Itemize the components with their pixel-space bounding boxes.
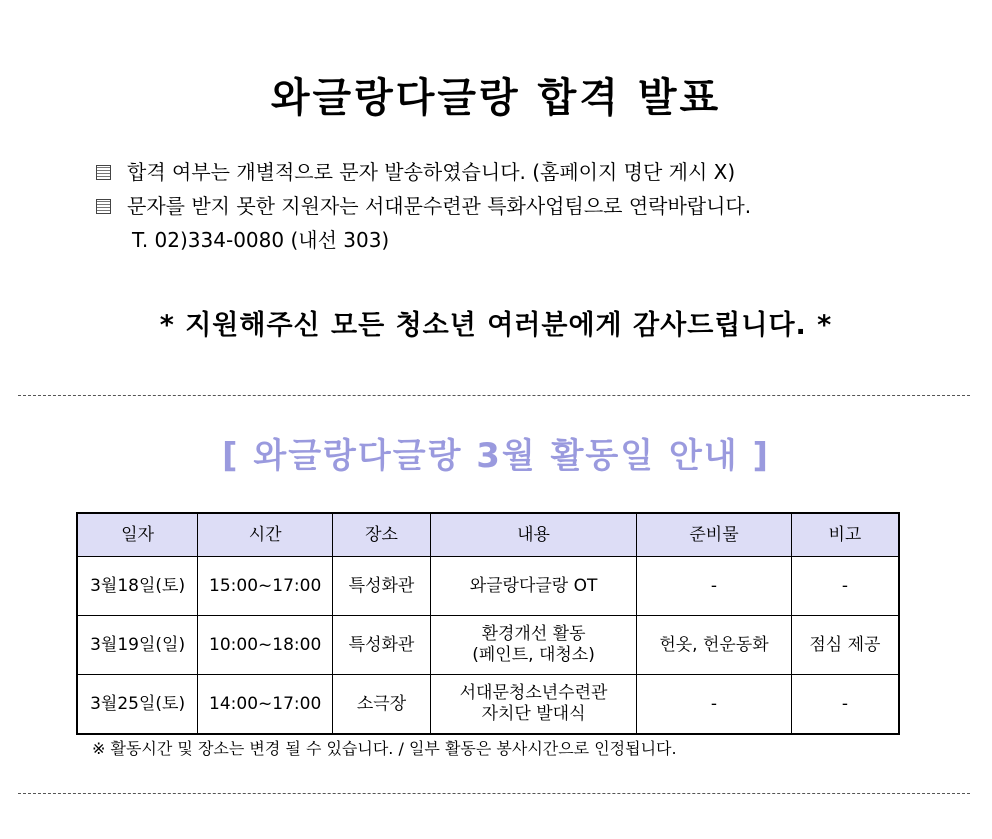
cell-items: - <box>637 675 792 735</box>
table-row <box>77 616 899 675</box>
page-title: 와글랑다글랑 합격 발표 <box>270 75 722 121</box>
footnote: ※ 활동시간 및 장소는 변경 될 수 있습니다. / 일부 활동은 봉사시간으로 인정됩니다. <box>92 739 677 758</box>
cell-place: 특성화관 <box>333 616 431 675</box>
table-header-row <box>77 513 899 557</box>
notice-item <box>96 155 751 189</box>
cell-time: 14:00~17:00 <box>198 675 333 735</box>
section-title: [ 와글랑다글랑 3월 활동일 안내 ] <box>221 436 771 476</box>
thanks-message: * 지원해주신 모든 청소년 여러분에게 감사드립니다. * <box>159 310 833 341</box>
cell-place: 특성화관 <box>333 557 431 616</box>
cell-date: 3월25일(토) <box>77 675 198 735</box>
schedule-table <box>76 512 900 735</box>
cell-content <box>430 616 636 675</box>
header-place: 장소 <box>333 513 431 557</box>
header-remark: 비고 <box>791 513 899 557</box>
cell-date: 3월19일(일) <box>77 616 198 675</box>
content-line: 와글랑다글랑 OT <box>469 575 598 596</box>
header-time: 시간 <box>198 513 333 557</box>
cell-place: 소극장 <box>333 675 431 735</box>
table-row <box>77 557 899 616</box>
header-content: 내용 <box>430 513 636 557</box>
cell-remark: 점심 제공 <box>791 616 899 675</box>
cell-time: 10:00~18:00 <box>198 616 333 675</box>
bullet-square-icon <box>96 199 111 214</box>
cell-remark: - <box>791 675 899 735</box>
notice-text: 문자를 받지 못한 지원자는 서대문수련관 특화사업팀으로 연락바랍니다. <box>127 194 752 218</box>
table-row <box>77 675 899 735</box>
header-date: 일자 <box>77 513 198 557</box>
cell-remark: - <box>791 557 899 616</box>
cell-date: 3월18일(토) <box>77 557 198 616</box>
notice-list <box>96 155 751 257</box>
cell-time: 15:00~17:00 <box>198 557 333 616</box>
divider <box>18 395 970 396</box>
cell-items: 헌옷, 헌운동화 <box>637 616 792 675</box>
cell-content <box>430 675 636 735</box>
header-items: 준비물 <box>637 513 792 557</box>
notice-item <box>96 189 751 223</box>
content-line: 서대문청소년수련관 <box>459 683 608 703</box>
content-line: 환경개선 활동 <box>481 624 586 644</box>
content-line: 자치단 발대식 <box>481 704 586 724</box>
cell-items: - <box>637 557 792 616</box>
bullet-square-icon <box>96 165 111 180</box>
contact-line: T. 02)334-0080 (내선 303) <box>132 228 390 252</box>
divider <box>18 793 970 794</box>
cell-content <box>430 557 636 616</box>
notice-text: 합격 여부는 개별적으로 문자 발송하였습니다. (홈페이지 명단 게시 X) <box>127 160 736 184</box>
content-line: (페인트, 대청소) <box>472 645 595 665</box>
